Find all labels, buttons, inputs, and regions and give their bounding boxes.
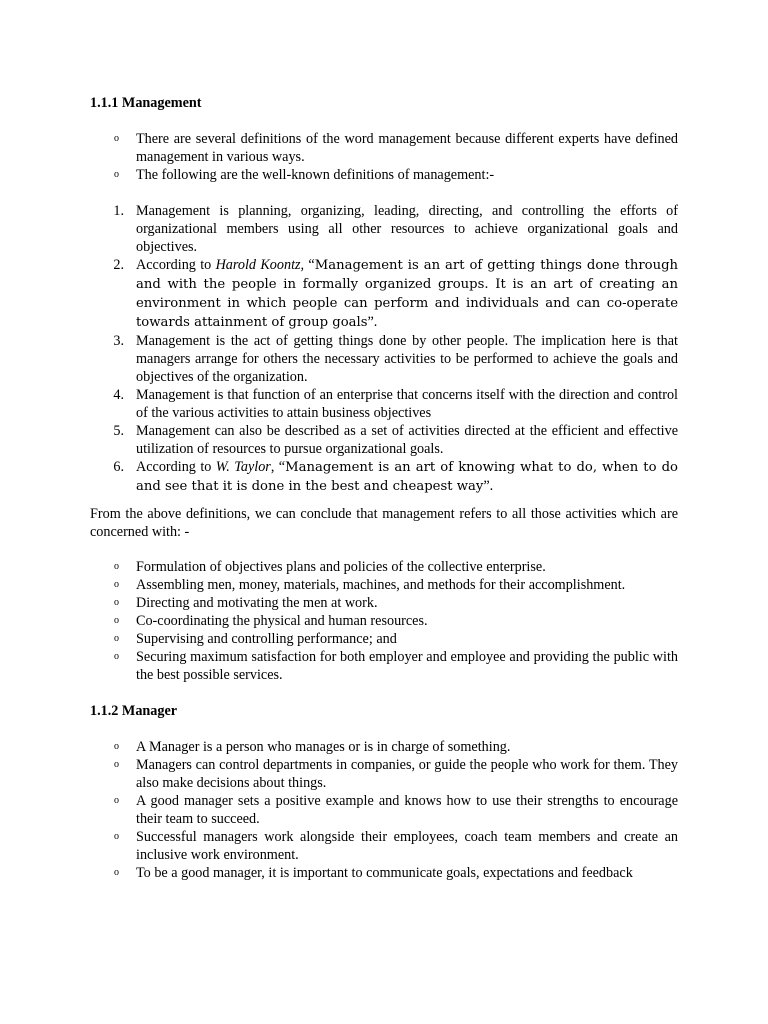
section-heading-manager: 1.1.2 Manager [90, 703, 178, 719]
list-item: o Successful managers work alongside their employees, coach team members and create an inclusive work environment. [90, 828, 678, 864]
definition-item [90, 256, 678, 332]
item-number: 2. [113, 257, 124, 273]
item-number: 6. [113, 459, 124, 475]
definition-item [90, 202, 678, 256]
item-number: 1. [113, 203, 124, 219]
list-item: o Assembling men, money, materials, machines, and methods for their accomplishment. [90, 576, 678, 594]
quote-close: ”. [483, 478, 494, 494]
quote-close: ”. [367, 314, 378, 330]
list-item: o Securing maximum satisfaction for both employer and employee and providing the public with the best possible services. [90, 648, 678, 684]
conclusion-paragraph: From the above definitions, we can conclude that management refers to all those activities which are concerned with: - [90, 506, 678, 540]
definition-item [90, 386, 678, 422]
definition-quote: Management is an art of knowing what to do, when to do and see that it is done in the best and cheapest way [136, 460, 678, 494]
author-name: W. Taylor [215, 459, 271, 475]
manager-bullet-list [90, 738, 678, 882]
definition-prefix: According to [136, 257, 216, 273]
list-item: o The following are the well-known definitions of management:- [90, 166, 678, 184]
definition-item [90, 422, 678, 458]
list-item: o A Manager is a person who manages or is in charge of something. [90, 738, 678, 756]
quote-open: “ [304, 257, 315, 273]
definition-text: Management is the act of getting things done by other people. The implication here is that managers arrange for others the necessary activities to be performed to achieve the goals and objectives of the organization. [136, 333, 678, 385]
list-item: o There are several definitions of the word management because different experts have defined management in various ways. [90, 130, 678, 166]
definition-text: Management is planning, organizing, leading, directing, and controlling the efforts of organizational members using all other resources to achieve organizational goals and objectives. [136, 203, 678, 255]
intro-bullet-list [90, 130, 678, 184]
item-number: 5. [113, 423, 124, 439]
definition-quote: Management is an art of getting things done through and with the people in formally organized groups. It is an art of creating an environment in which people can perform and individuals and can co-operate towards attainment of group goals [136, 258, 678, 330]
list-item: o A good manager sets a positive example and knows how to use their strengths to encourage their team to succeed. [90, 792, 678, 828]
section-heading-management: 1.1.1 Management [90, 95, 202, 111]
activities-list [90, 558, 678, 684]
definitions-list [90, 202, 678, 496]
item-number: 4. [113, 387, 124, 403]
definition-text: Management is that function of an enterprise that concerns itself with the direction and control of the various activities to attain business objectives [136, 387, 678, 421]
list-item: o Co-coordinating the physical and human resources. [90, 612, 678, 630]
item-number: 3. [113, 333, 124, 349]
definition-prefix: According to [136, 459, 216, 475]
list-item: o To be a good manager, it is important to communicate goals, expectations and feedback [90, 864, 678, 882]
quote-open: , “ [270, 459, 286, 475]
list-item: o Managers can control departments in companies, or guide the people who work for them. They also make decisions about things. [90, 756, 678, 792]
author-name: Harold Koontz, [215, 257, 305, 273]
list-item: o Supervising and controlling performance; and [90, 630, 678, 648]
definition-text: Management can also be described as a set of activities directed at the efficient and effective utilization of resources to pursue organizational goals. [136, 423, 678, 457]
list-item: o Directing and motivating the men at work. [90, 594, 678, 612]
list-item: o Formulation of objectives plans and policies of the collective enterprise. [90, 558, 678, 576]
definition-item [90, 332, 678, 386]
definition-item [90, 458, 678, 496]
